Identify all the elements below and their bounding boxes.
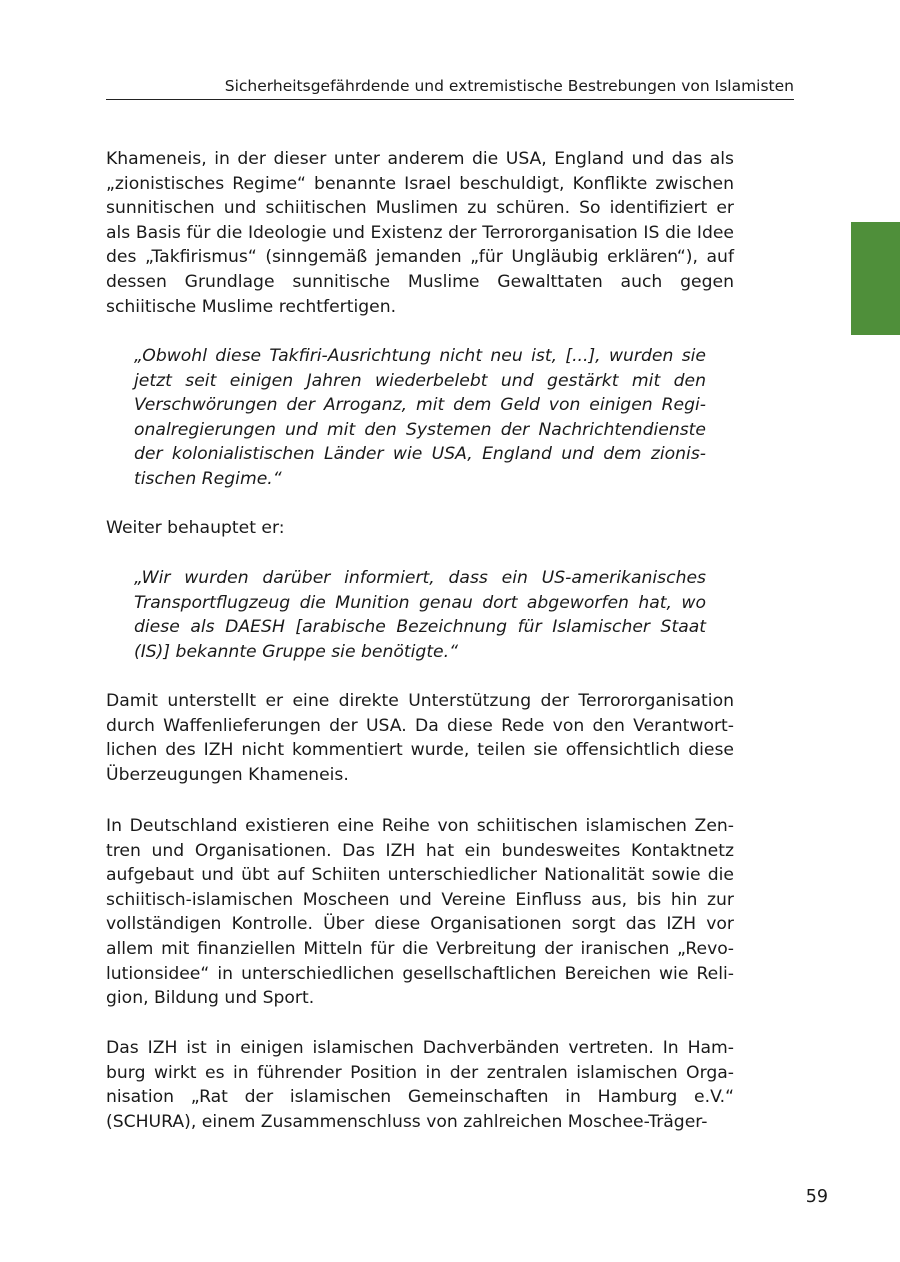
running-header: Sicherheitsgefährdende und extremistische Bestrebungen von Islamisten — [224, 77, 794, 95]
paragraph-khameneis: Khameneis, in der dieser unter anderem die USA, England und das als „zionistisches Regime“ benannte Israel beschuldigt, Konflikte zwischen sunnitischen und schiitischen Muslimen zu schüren. So identifiziert er als Basis für die Ideologie und Existenz der Terrororganisation IS die Idee des „Takfirismus“ (sinngemäß jemanden „für Ungläubig erklären“), auf dessen Grundlage sunnitische Muslime Gewalttaten auch gegen schiitische Muslime rechtfertigen. — [106, 149, 734, 317]
paragraph-weiter: Weiter behauptet er: — [106, 518, 285, 538]
quote-takfiri: „Obwohl diese Takfiri-Ausrichtung nicht neu ist, [...], wurden sie jetzt seit einigen Jahren wiederbelebt und gestärkt mit den Verschwörungen der Arroganz, mit dem Geld von einigen Regionalregierungen und mit den Systemen der Nachrichtendienste der kolonialistischen Länder wie USA, England und dem zionistischen Regime.“ — [134, 346, 706, 489]
chapter-side-tab — [851, 222, 900, 335]
page-number: 59 — [805, 1187, 828, 1207]
paragraph-unterstuetzung: Damit unterstellt er eine direkte Unterstützung der Terrororganisation durch Waffenlieferungen der USA. Da diese Rede von den Verantwortlichen des IZH nicht kommentiert wurde, teilen sie offensichtlich diese Überzeugungen Khameneis. — [106, 691, 734, 785]
paragraph-deutschland: In Deutschland existieren eine Reihe von schiitischen islamischen Zentren und Organisationen. Das IZH hat ein bundesweites Kontaktnetz aufgebaut und übt auf Schiiten unterschiedlicher Nationalität sowie die schiitisch-islamischen Moscheen und Vereine Einfluss aus, bis hin zur vollständigen Kontrolle. Über diese Organisationen sorgt das IZH vor allem mit finanziellen Mitteln für die Verbreitung der iranischen „Revolutionsidee“ in unterschiedlichen gesellschaftlichen Bereichen wie Religion, Bildung und Sport. — [106, 816, 734, 1009]
paragraph-dachverbaende: Das IZH ist in einigen islamischen Dachverbänden vertreten. In Hamburg wirkt es in führender Position in der zentralen islamischen Organisation „Rat der islamischen Gemeinschaften in Hamburg e.V.“ (SCHURA), einem Zusammenschluss von zahlreichen Moschee-Träger- — [106, 1038, 734, 1132]
quote-daesh: „Wir wurden darüber informiert, dass ein US-amerikanisches Transportflugzeug die Munition genau dort abgeworfen hat, wo diese als DAESH [arabische Bezeichnung für Islamischer Staat (IS)] bekannte Gruppe sie benötigte.“ — [134, 568, 706, 662]
header-rule — [106, 99, 794, 100]
